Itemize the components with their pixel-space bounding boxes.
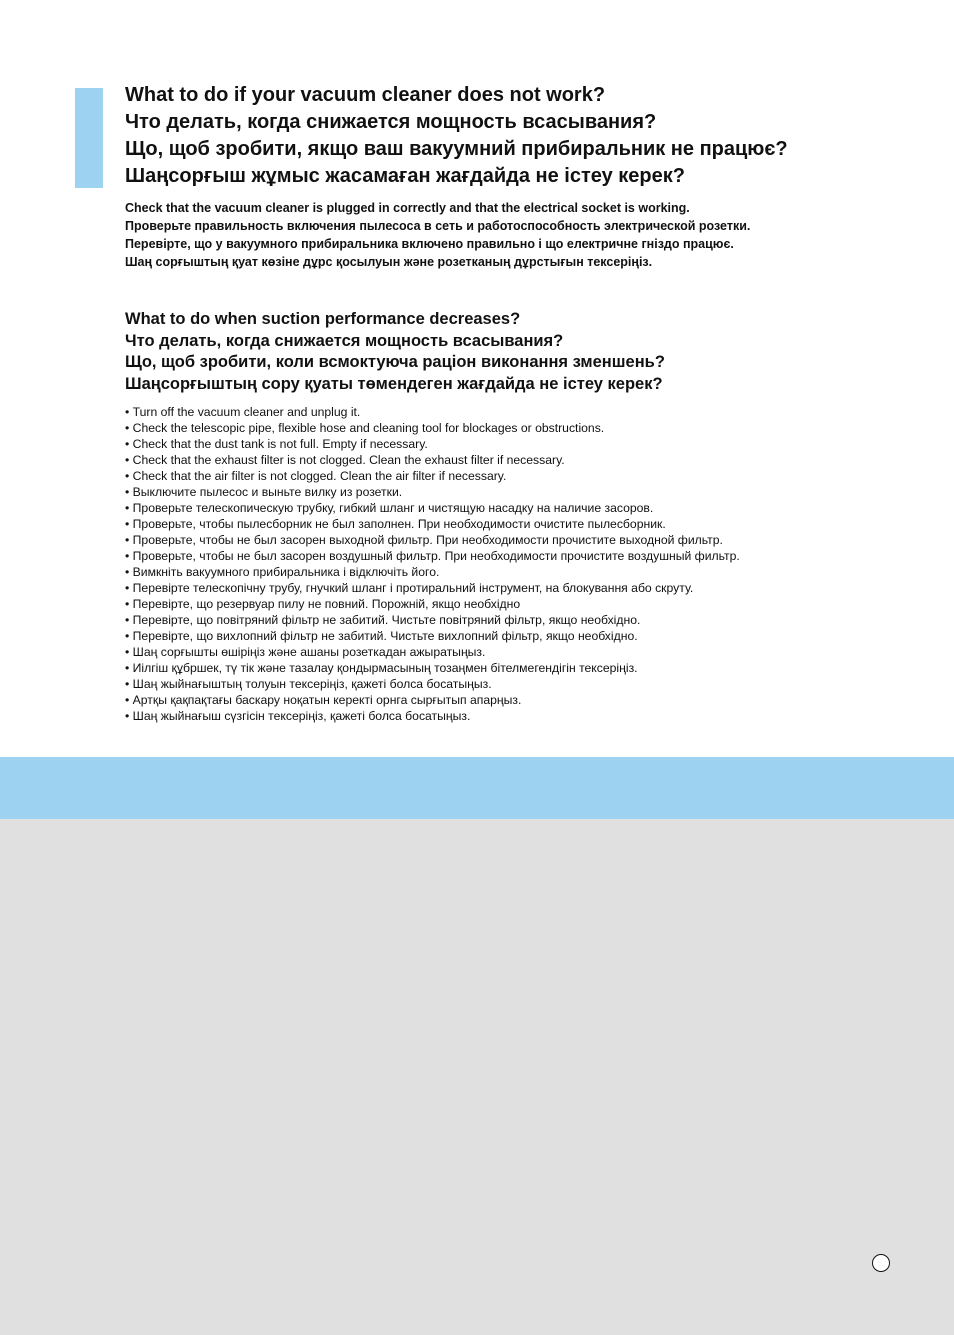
heading-ru: Что делать, когда снижается мощность всасывания? (125, 111, 657, 133)
list-item: • Шаң жыйнағыш сүзгісін тексеріңіз, қажеті болса босатыңыз. (125, 708, 914, 724)
paragraph-en: Check that the vacuum cleaner is plugged in correctly and that the electrical socket is working. (125, 201, 690, 215)
list-item: • Turn off the vacuum cleaner and unplug it. (125, 404, 914, 420)
section-suction-decreases (125, 309, 914, 724)
list-item: • Проверьте, чтобы не был засорен воздушный фильтр. При необходимости прочистите воздушный фильтр. (125, 548, 914, 564)
list-item: • Перевірте телескопічну трубу, гнучкий шланг і протиральний інструмент, на блокування або скруту. (125, 580, 914, 596)
heading-ru: Что делать, когда снижается мощность всасывания? (125, 331, 564, 350)
checklist-en (125, 404, 914, 484)
checklist-ru (125, 484, 914, 564)
checklist-kk (125, 644, 914, 724)
heading-uk: Що, щоб зробити, коли всмоктуюча раціон виконання зменшень? (125, 353, 665, 371)
paragraph-ru: Проверьте правильность включения пылесоса в сеть и работоспособность электрической розетки. (125, 219, 751, 233)
page-number-circle-icon (872, 1254, 890, 1272)
grey-footer-area (0, 819, 954, 1335)
blue-divider-band (0, 757, 954, 819)
list-item: • Перевірте, що повітряний фільтр не забитий. Чистьте повітряний фільтр, якщо необхідно. (125, 612, 914, 628)
list-item: • Перевірте, що вихлопний фільтр не забитий. Чистьте вихлопний фільтр, якщо необхідно. (125, 628, 914, 644)
section-not-working (125, 82, 914, 271)
list-item: • Выключите пылесос и выньте вилку из розетки. (125, 484, 914, 500)
paragraph-kk: Шаң сорғыштың қуат көзіне дұрс қосылуын және розетканың дұрстығын тексеріңіз. (125, 255, 653, 269)
list-item: • Шаң жыйнағыштың толуын тексеріңіз, қажеті болса босатыңыз. (125, 676, 914, 692)
paragraph-uk: Перевірте, що у вакуумного прибиральника включено правильно і що електричне гніздо працює. (125, 237, 734, 251)
list-item: • Перевірте, що резервуар пилу не повний. Порожній, якщо необхідно (125, 596, 914, 612)
list-item: • Проверьте телескопическую трубку, гибкий шланг и чистящую насадку на наличие засоров. (125, 500, 914, 516)
section-accent-bar (75, 88, 103, 188)
list-item: • Check that the air filter is not clogged. Clean the air filter if necessary. (125, 468, 914, 484)
list-item: • Check the telescopic pipe, flexible hose and cleaning tool for blockages or obstructions. (125, 420, 914, 436)
list-item: • Иілгіш құбршек, тү тік және тазалау қондырмасының тозаңмен бітелмегендігін тексеріңіз. (125, 660, 914, 676)
list-item: • Check that the dust tank is not full. Empty if necessary. (125, 436, 914, 452)
list-item: • Проверьте, чтобы не был засорен выходной фильтр. При необходимости прочистите выходной фильтр. (125, 532, 914, 548)
checklist-uk (125, 564, 914, 644)
heading-en: What to do if your vacuum cleaner does not work? (125, 84, 606, 106)
list-item: • Шаң сорғышты өшіріңіз және ашаны розеткадан ажыратыңыз. (125, 644, 914, 660)
heading-en: What to do when suction performance decreases? (125, 310, 521, 328)
list-item: • Проверьте, чтобы пылесборник не был заполнен. При необходимости очистите пылесборник. (125, 516, 914, 532)
heading-kk: Шаңсорғыш жұмыс жасамаған жағдайда не істеу керек? (125, 165, 685, 187)
heading-uk: Що, щоб зробити, якщо ваш вакуумний прибиральник не працює? (125, 138, 788, 160)
heading-kk: Шаңсорғыштың сору қуаты төмендеген жағдайда не істеу керек? (125, 374, 663, 393)
list-item: • Вимкніть вакуумного прибиральника і відключіть його. (125, 564, 914, 580)
list-item: • Check that the exhaust filter is not clogged. Clean the exhaust filter if necessary. (125, 452, 914, 468)
list-item: • Артқы қақпақтағы баскару ноқатын керекті орнга сырғытып апарңыз. (125, 692, 914, 708)
